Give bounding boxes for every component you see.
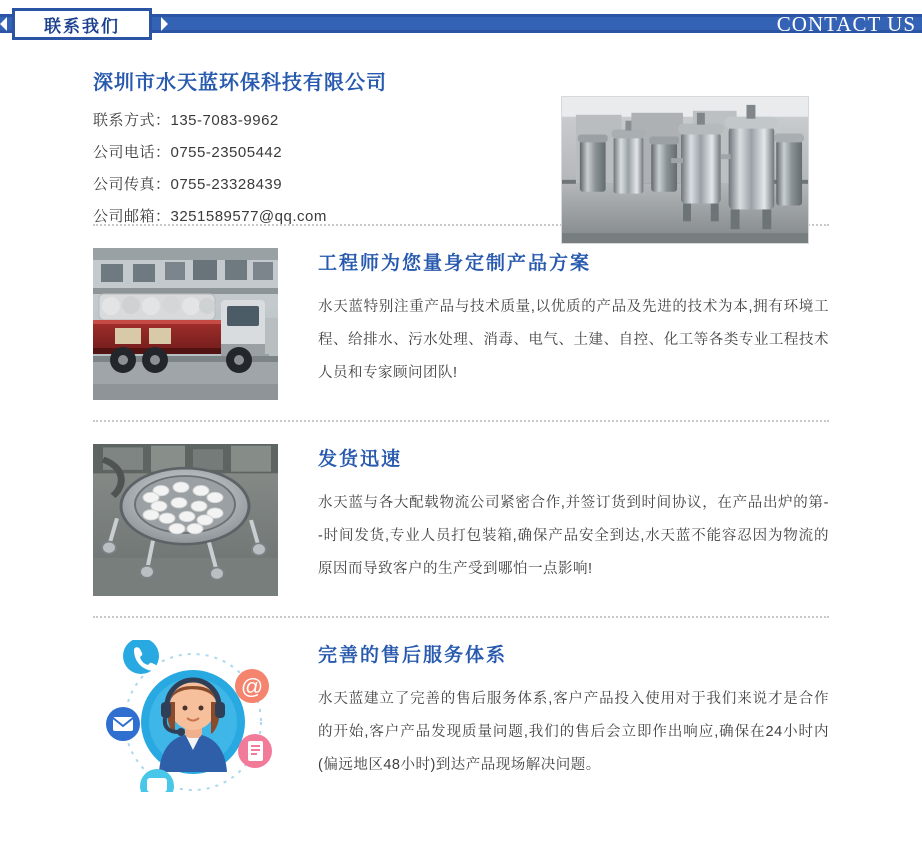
feature-text-fast-delivery: 水天蓝与各大配载物流公司紧密合作,并签订货到时间协议，在产品出炉的第- -时间发货,专业人员打包装箱,确保产品安全到达,水天蓝不能容忍因为物流的原因而导致客户的生产受到哪怕一点影响!: [318, 495, 829, 577]
feature-body-custom-solution: [318, 248, 829, 390]
feature-image-support: [93, 640, 278, 792]
contact-section: [0, 48, 922, 224]
feature-image-truck: [93, 248, 278, 400]
feature-image-filter: [93, 444, 278, 596]
contact-email: 公司邮箱：3251589577@qq.com: [93, 208, 327, 225]
feature-title-fast-delivery: 发货迅速: [318, 449, 403, 470]
workshop-photo: [561, 96, 809, 244]
feature-row-fast-delivery: [93, 422, 829, 616]
document-icon: [238, 734, 272, 768]
page-header: [0, 0, 922, 48]
section-title-english: CONTACT US: [776, 12, 916, 36]
workshop-photo-graphic: [562, 97, 808, 243]
support-illustration-graphic: [101, 640, 278, 792]
feature-row-after-sales: [93, 618, 829, 812]
contact-telephone: 公司电话：0755-23505442: [93, 144, 283, 161]
filter-photo-graphic: [93, 444, 278, 596]
feature-row-custom-solution: [93, 226, 829, 420]
header-notch-left: [0, 17, 7, 31]
section-tab-contact[interactable]: 联系我们: [12, 8, 152, 40]
contact-mobile: 联系方式：135-7083-9962: [93, 112, 279, 129]
company-name: 深圳市水天蓝环保科技有限公司: [93, 72, 387, 94]
truck-photo-graphic: [93, 248, 278, 400]
svg-text:@: @: [240, 674, 264, 699]
feature-body-fast-delivery: [318, 444, 829, 586]
feature-title-after-sales: 完善的售后服务体系: [318, 645, 508, 666]
phone-icon: [123, 640, 159, 674]
feature-text-after-sales: 水天蓝建立了完善的售后服务体系,客户产品投入使用对于我们来说才是合作的开始,客户产品发现质量问题,我们的售后会立即作出响应,确保在24小时内(偏远地区48小时)到达产品现场解决问题。: [318, 691, 829, 773]
feature-body-after-sales: [318, 640, 829, 782]
chat-icon: [140, 769, 174, 792]
feature-text-custom-solution: 水天蓝特别注重产品与技术质量,以优质的产品及先进的技术为本,拥有环境工程、给排水、污水处理、消毒、电气、土建、自控、化工等各类专业工程技术人员和专家顾问团队!: [318, 299, 829, 381]
contact-details: [93, 66, 543, 237]
contact-fax: 公司传真：0755-23328439: [93, 176, 283, 193]
feature-title-custom-solution: 工程师为您量身定制产品方案: [318, 253, 592, 274]
at-icon: [235, 669, 269, 703]
header-notch-right: [161, 17, 168, 31]
email-icon: [106, 707, 140, 741]
